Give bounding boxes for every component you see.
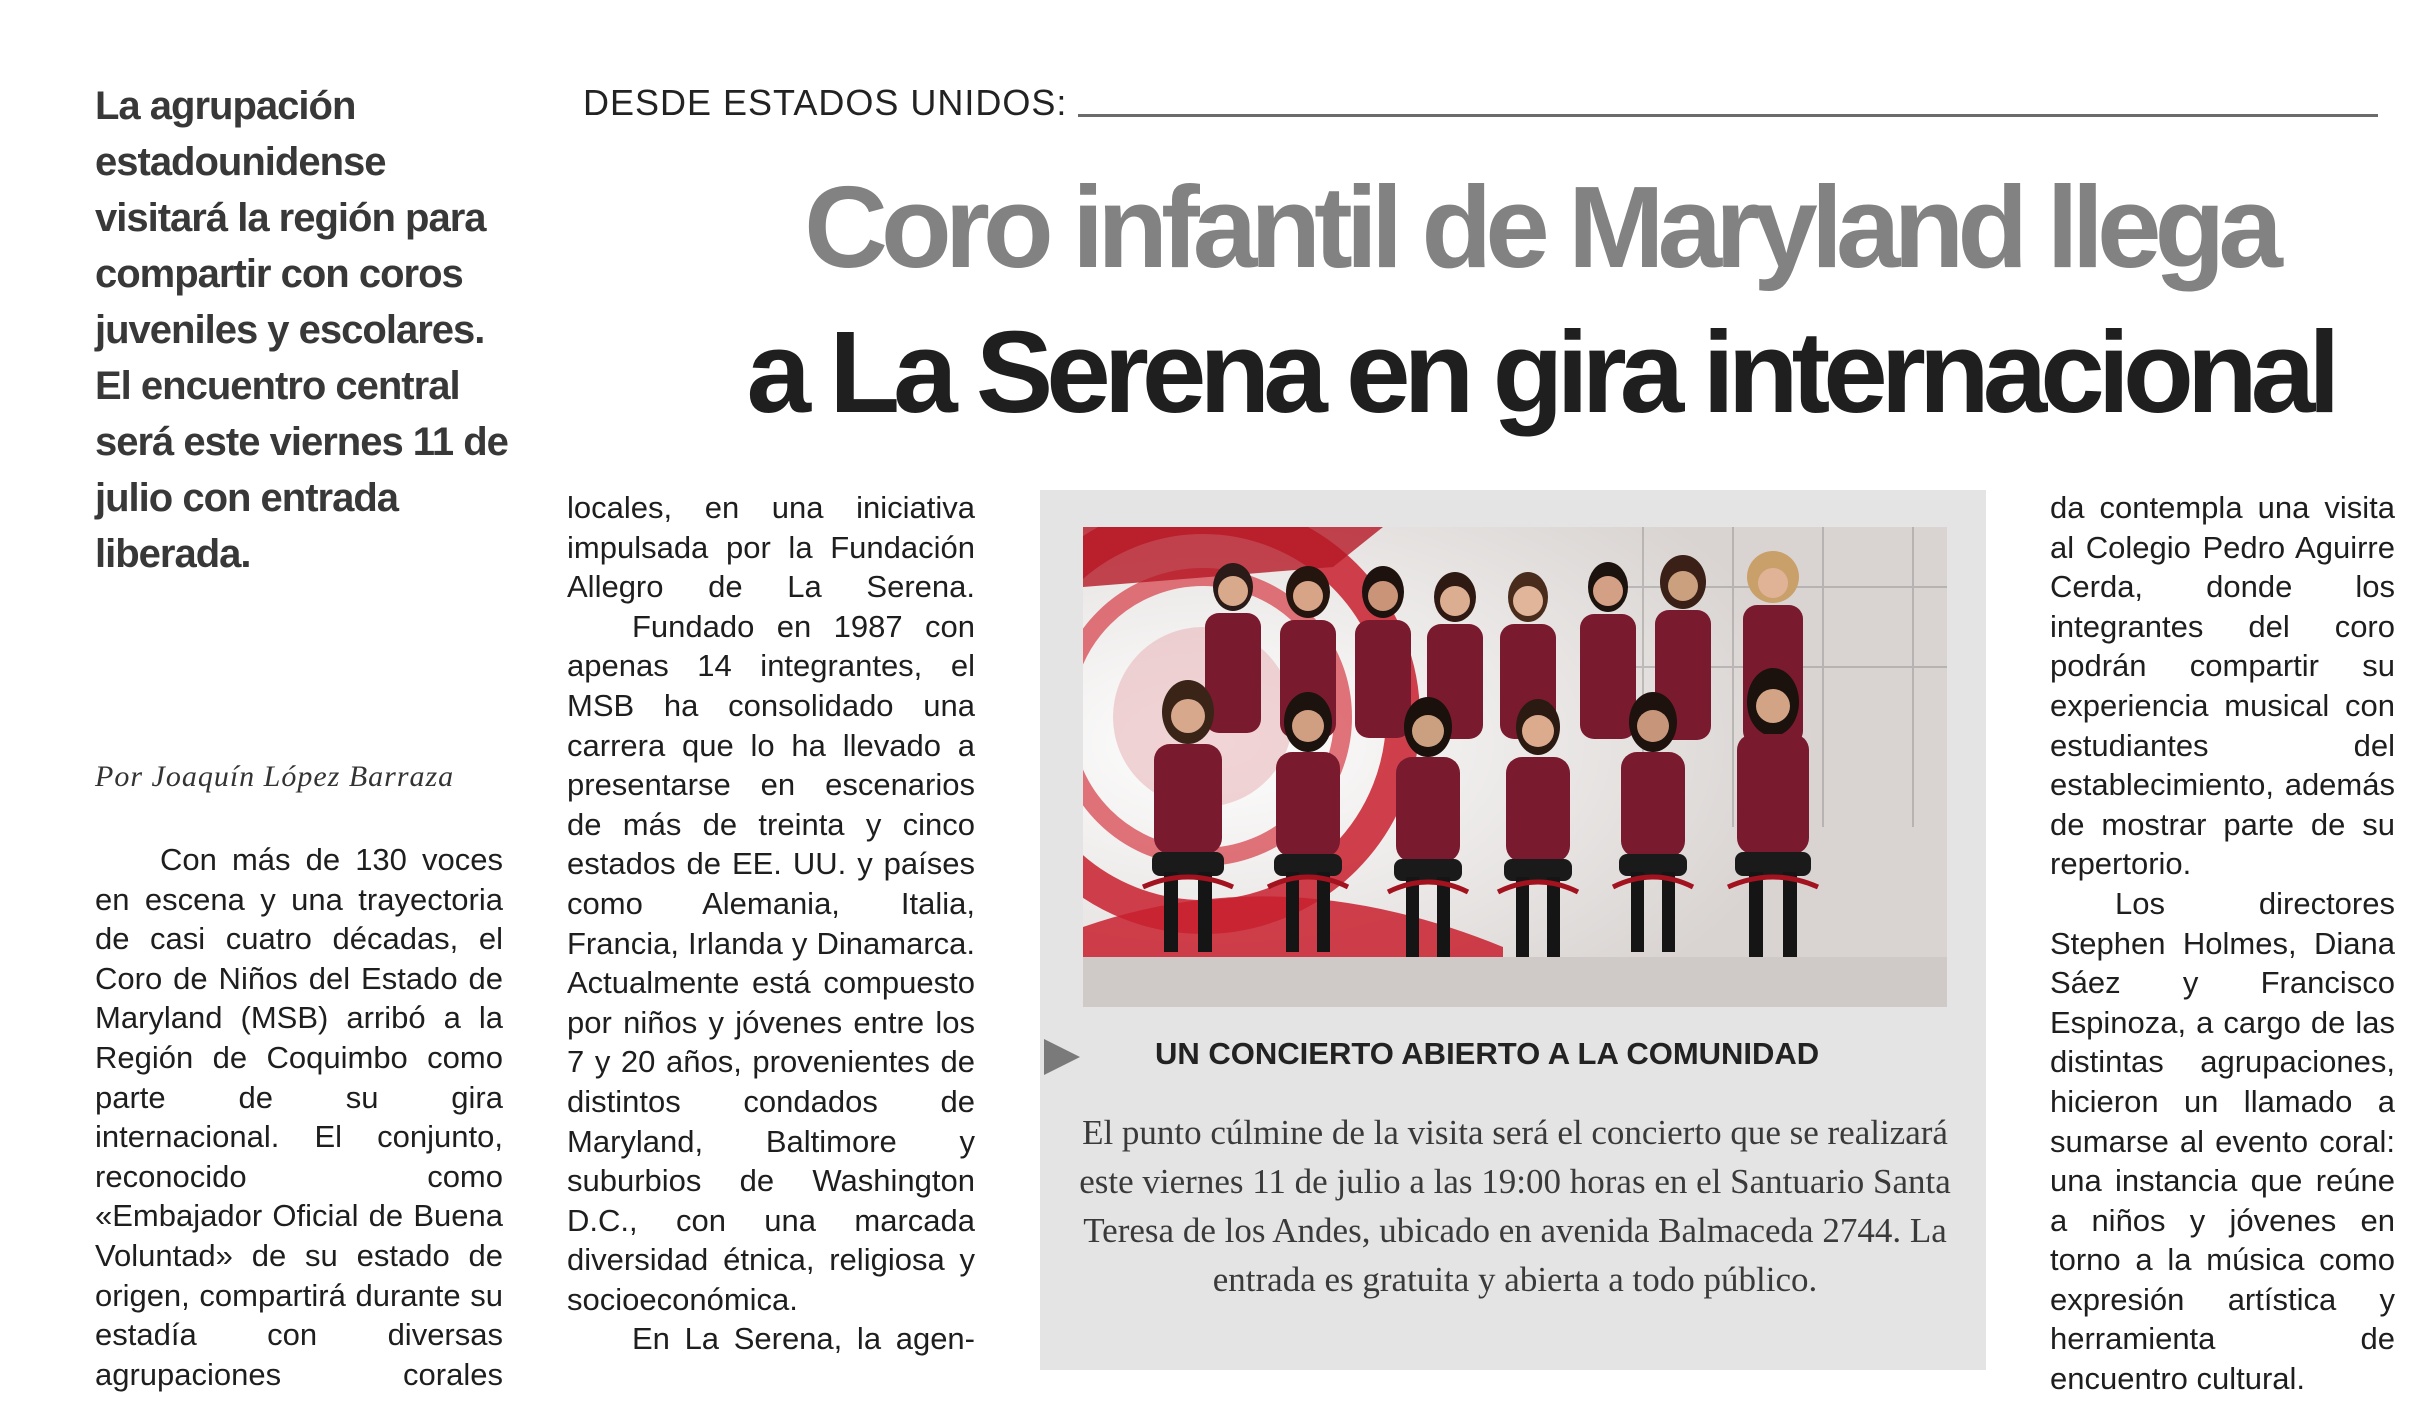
body-column-3 [2050, 488, 2395, 1399]
body-paragraph: Los directores Stephen Holmes, Diana Sáez y Francisco Espinoza, a cargo de las distintas agrupaciones, hicieron un llamado a sumarse al evento coral: una instancia que reúne a niños y jóvenes en torno a la música como expresión artística y herramienta de encuentro cultural. [2050, 885, 2395, 1397]
sidebar-title: UN CONCIERTO ABIERTO A LA COMUNIDAD [1155, 1036, 1820, 1071]
headline-line-2: a La Serena en gira internacional [746, 307, 2334, 437]
choir-photo [1083, 527, 1947, 1007]
body-paragraph: da contempla una visita al Colegio Pedro Aguirre Cerda, donde los integrantes del coro podrán compartir su experiencia musical con estudiantes del establecimiento, además de mostrar parte de su repertorio. [2050, 490, 2395, 882]
lead-summary: La agrupación estadounidense visitará la región para compartir con coros juveniles y escolares. El encuentro central será este viernes 11 de julio con entrada liberada. [95, 84, 508, 576]
byline: Por Joaquín López Barraza [95, 760, 455, 793]
body-column-1 [95, 840, 503, 1394]
body-paragraph: Con más de 130 voces en escena y una trayectoria de casi cuatro décadas, el Coro de Niños del Estado de Maryland (MSB) arribó a la Región de Coquimbo como parte de su gira internacional. El conjunto, reconocido como «Embajador Oficial de Buena Voluntad» de su estado de origen, compartirá durante su estadía con diversas agrupaciones corales [95, 842, 503, 1392]
caption-arrow-icon [1040, 1035, 1084, 1079]
body-paragraph: locales, en una iniciativa impulsada por la Fundación Allegro de La Serena. [567, 490, 975, 605]
section-kicker: DESDE ESTADOS UNIDOS: [583, 82, 1068, 123]
body-paragraph: Fundado en 1987 con apenas 14 integrantes, el MSB ha consolidado una carrera que lo ha llevado a presentarse en escenarios de más de treinta y cinco estados de EE. UU. y países como Alemania, Italia, Francia, Irlanda y Dinamarca. Actualmente está compuesto por niños y jóvenes entre los 7 y 20 años, provenientes de distintos condados de Maryland, Baltimore y suburbios de Washington D.C., con una marcada diversidad étnica, religiosa y socioeconómica. [567, 608, 975, 1317]
sidebar-text: El punto cúlmine de la visita será el concierto que se realizará este viernes 11 de julio a las 19:00 horas en el Santuario Santa Teresa de los Andes, ubicado en avenida Balmaceda 2744. La entrada es gratuita y abierta a todo público. [1079, 1113, 1951, 1299]
body-paragraph: En La Serena, la agen- [632, 1321, 975, 1357]
headline-line-1: Coro infantil de Maryland llega [804, 162, 2276, 292]
body-column-2 [567, 488, 975, 1359]
choir-photo-illustration [1083, 527, 1947, 1007]
kicker-rule [1078, 114, 2378, 117]
